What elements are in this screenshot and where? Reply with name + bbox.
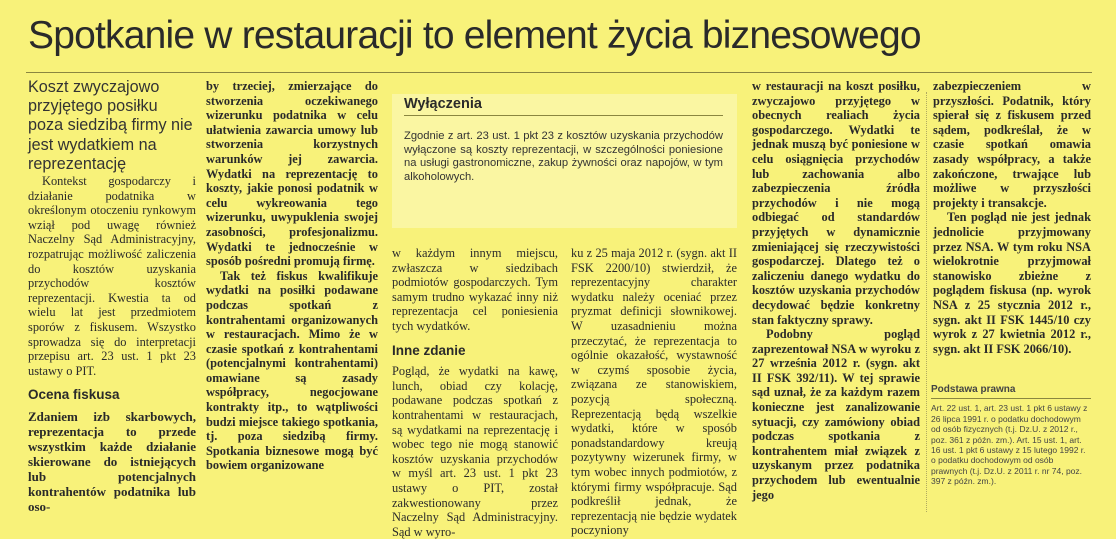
col1-paragraph-1: Kontekst gospodarczy i działanie podatnika w określonym otoczeniu rynkowym wziął pod uwagę również Naczelny Sąd Administracyjny, rozpatrując możliwość zaliczenia do kosztów uzyskania przychodów kosztów reprezentacji. Kwestia ta od wielu lat jest przedmiotem sporów z fiskusem. Wszystko sprowadza się do interpretacji przepisu art. 23 ust. 1 pkt 23 ustawy o PIT. (28, 174, 196, 378)
col2-paragraph-1: by trzeciej, zmierzające do stworzenia oczekiwanego wizerunku podatnika w celu ułatwienia zawarcia umowy lub stworzenia korzystnych warunków jej zawarcia. Wydatki na reprezentację to koszty, jakie ponosi podatnik w celu wykreowania tego wizerunku, uwypuklenia swojej zasobności, profesjonalizmu. Wydatki te jednocześnie w sposób pośredni promują firmę. (206, 79, 378, 269)
legal-basis-title: Podstawa prawna (931, 384, 1016, 395)
legal-basis-rule (931, 398, 1091, 399)
lead-text: Koszt zwyczajowo przyjętego posiłku poza siedzibą firmy nie jest wydatkiem na reprezentację (28, 78, 193, 173)
column-2 (206, 79, 378, 473)
col1-paragraph-2: Zdaniem izb skarbowych, reprezentacja to przede wszystkim każde działanie skierowane do istniejących lub potencjalnych kontrahentów podatnika lub oso- (28, 408, 196, 514)
col4-paragraph-1: ku z 25 maja 2012 r. (sygn. akt II FSK 2200/10) stwierdził, że reprezentacyjny charakter wydatku należy oceniać przez pryzmat definicji słownikowej. W uzasadnieniu można przeczytać, że reprezentacja to ogólnie okazałość, wystawność w czymś sposobie życia, związana ze stanowiskiem, pozycją społeczną. Reprezentacją będą wszelkie wydatki, które w sposób ponadstandardowy kreują pozytywny wizerunek firmy, w tym wobec innych podmiotów, z którymi firmy współpracuje. Sąd podkreślił jednak, że reprezentacją nie będzie wydatek poczyniony (571, 246, 737, 538)
sidebar-box-wylaczenia (392, 94, 737, 228)
box-text: Zgodnie z art. 23 ust. 1 pkt 23 z kosztów uzyskania przychodów wyłączone są koszty reprezentacji, w szczególności poniesione na usługi gastronomiczne, zakup żywności oraz napojów, w tym alkoholowych. (404, 130, 723, 183)
column-divider (926, 92, 927, 512)
col2-paragraph-2: Tak też fiskus kwalifikuje wydatki na posiłki podawane podczas spotkań z kontrahentami organizowanych w restauracjach. Mimo że w czasie spotkań z kontrahentami (potencjalnymi kontrahentami) omawiane są zasady współpracy, negocjowane kontrakty itp., to wątpliwości budzi miejsce takiego spotkania, tj. poza siedzibą firmy. Spotkania biznesowe mogą być bowiem organizowane (206, 268, 378, 473)
col5-paragraph-1: w restauracji na koszt posiłku, zwyczajowo przyjętego w obecnych realiach życia gospodarczego. Wydatki te jednak muszą być poniesione w celu osiągnięcia przychodów lub zachowania albo zabezpieczenia źródła przychodów i nie mogą odbiegać od standardów przyjętych w dynamicznie zmieniającej się rzeczywistości gospodarczej. Dlatego też o zaliczeniu danego wydatku do kosztów uzyskania przychodów decydować będzie konkretny stan faktyczny sprawy. (752, 79, 920, 327)
column-3 (392, 246, 558, 539)
legal-basis-text: Art. 22 ust. 1, art. 23 ust. 1 pkt 6 ustawy z 26 lipca 1991 r. o podatku dochodowym od osób fizycznych (t.j. Dz.U. z 2012 r., poz. 361 z późn. zm.). Art. 15 ust. 1, art. 16 ust. 1 pkt 6 ustawy z 15 lutego 1992 r. o podatku dochodowym od osób prawnych (t.j. Dz.U. z 2011 r. nr 74, poz. 397 z późn. zm.). (931, 403, 1088, 487)
column-5 (752, 79, 920, 502)
headline: Spotkanie w restauracji to element życia biznesowego (28, 14, 921, 57)
subheading-ocena-fiskusa: Ocena fiskusa (28, 387, 120, 403)
headline-rule (26, 72, 1092, 73)
col6-paragraph-1: zabezpieczeniem w przyszłości. Podatnik, który spierał się z fiskusem przed sądem, podkreślał, że w czasie spotkań omawia zasady współpracy, a także zakończone, trwające lub możliwe w przyszłości projekty i transakcje. (933, 79, 1091, 210)
col3-paragraph-1: w każdym innym miejscu, zwłaszcza w siedzibach podmiotów gospodarczych. Tym samym trudno wykazać inny niż reprezentacja cel poniesienia tych wydatków. (392, 246, 558, 333)
column-4 (571, 246, 737, 538)
box-title: Wyłączenia (404, 96, 482, 112)
col6-paragraph-2: Ten pogląd nie jest jednak jednolicie przyjmowany przez NSA. W tym roku NSA wielokrotnie przyjmował stanowisko zbieżne z poglądem fiskusa (np. wyrok NSA z 25 stycznia 2012 r., sygn. akt II FSK 1445/10 czy wyrok z 27 kwietnia 2012 r., sygn. akt II FSK 2066/10). (933, 210, 1091, 356)
col3-paragraph-2: Pogląd, że wydatki na kawę, lunch, obiad czy kolację, podawane podczas spotkań z kontrahentami w restauracjach, są wydatkami na reprezentację i wobec tego nie mogą stanowić kosztów uzyskania przychodów w myśl art. 23 ust. 1 pkt 23 ustawy o PIT, został zakwestionowany przez Naczelny Sąd Administracyjny. Sąd w wyro- (392, 364, 558, 539)
legal-basis (931, 385, 1091, 487)
col5-paragraph-2: Podobny pogląd zaprezentował NSA w wyroku z 27 września 2012 r. (sygn. akt II FSK 392/11). W tej sprawie sąd uznał, że za każdym razem konieczne jest zanalizowanie sytuacji, czy zamówiony obiad podczas spotkania z kontrahentem miał związek z uzyskanym przez podatnika przychodem lub ewentualnie jego (752, 327, 920, 502)
column-1 (28, 78, 196, 514)
box-rule (404, 115, 723, 116)
column-6 (933, 79, 1091, 356)
subheading-inne-zdanie: Inne zdanie (392, 342, 466, 358)
